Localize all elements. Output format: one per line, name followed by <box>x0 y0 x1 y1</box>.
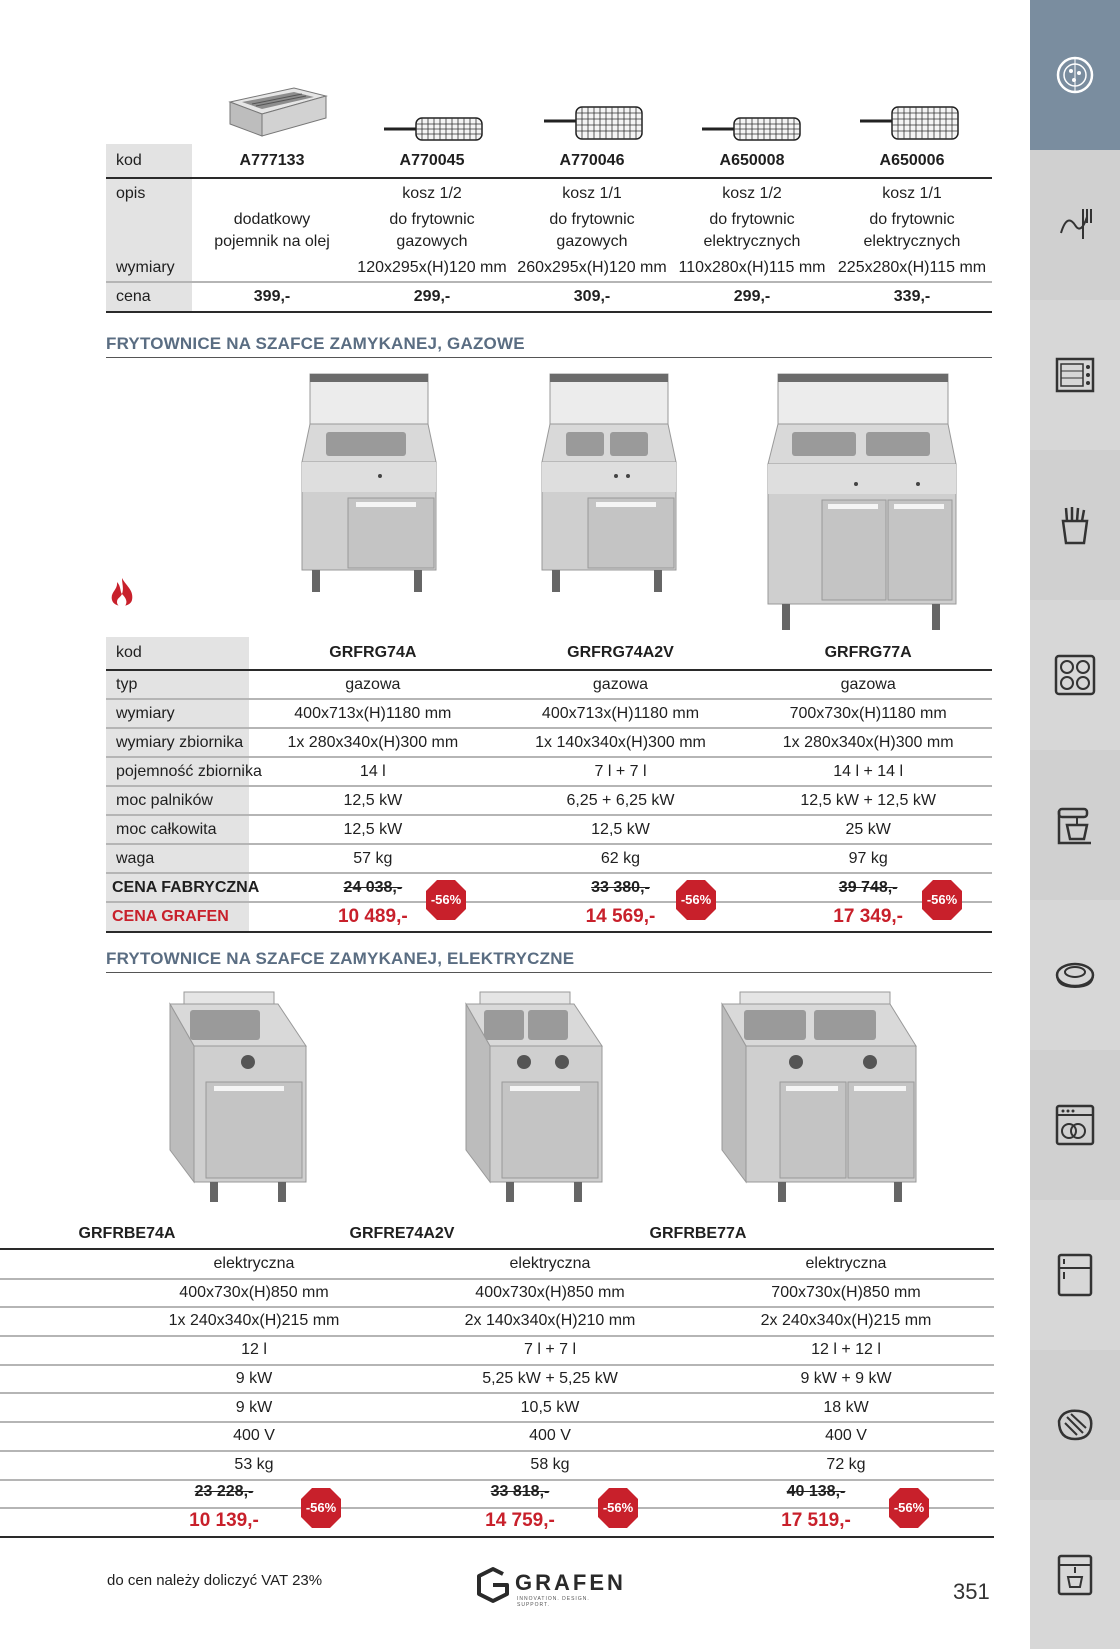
discount-badge <box>888 1487 930 1529</box>
cell <box>192 254 352 282</box>
table-row <box>0 1507 994 1538</box>
discount-badge <box>597 1487 639 1529</box>
category-sidebar <box>1030 0 1120 1649</box>
table-row <box>106 144 992 178</box>
cell: 7 l + 7 l <box>523 1341 577 1359</box>
electric-fryer-image <box>720 990 920 1205</box>
product-code: A770046 <box>512 144 672 178</box>
cell: 7 l + 7 l <box>497 757 745 786</box>
price: 299,- <box>733 288 771 305</box>
cell: 260x295x(H)120 mm <box>512 254 672 282</box>
table-row <box>0 1364 994 1395</box>
table-row <box>0 1249 994 1280</box>
section-title-electric: FRYTOWNICE NA SZAFCE ZAMYKANEJ, ELEKTRYCZNE <box>106 949 992 973</box>
factory-price: 33 380,- <box>591 878 650 896</box>
cell: 12,5 kW <box>249 815 497 844</box>
product-code: A777133 <box>192 144 352 178</box>
cell: 1x 240x340x(H)215 mm <box>168 1312 340 1330</box>
row-label: kod <box>106 637 249 670</box>
factory-price: 24 038,- <box>343 878 403 896</box>
table-row <box>106 208 992 254</box>
cell: gazowa <box>744 670 992 699</box>
table-row <box>106 254 992 282</box>
discount-text: -56% <box>926 892 958 907</box>
cell: 5,25 kW + 5,25 kW <box>482 1369 618 1387</box>
cell: 700x730x(H)1180 mm <box>744 699 992 728</box>
table-row <box>106 670 992 699</box>
cell: 12 l + 12 l <box>811 1341 881 1359</box>
cell: 400x730x(H)850 mm <box>475 1283 625 1301</box>
product-code: GRFRG74A2V <box>497 637 745 670</box>
cell: 225x280x(H)115 mm <box>832 254 992 282</box>
logo-tagline: INNOVATION. DESIGN. SUPPORT. <box>517 1596 590 1608</box>
factory-price: 39 748,- <box>838 878 898 896</box>
electric-fryer-image <box>462 990 612 1205</box>
page-number: 351 <box>953 1579 990 1604</box>
product-code: GRFRBE74A <box>0 1219 254 1249</box>
product-code: GRFRG77A <box>744 637 992 670</box>
tab-oven[interactable] <box>1030 300 1120 450</box>
cell: 14 l <box>249 757 497 786</box>
gas-fryers-table <box>106 637 992 933</box>
cell-line: do frytownic <box>389 211 475 228</box>
table-row <box>106 757 992 786</box>
grafen-logo-icon <box>473 1566 513 1604</box>
product-code: A650006 <box>832 144 992 178</box>
cell-line: do frytownic <box>549 211 635 228</box>
grafen-logo <box>473 1566 626 1608</box>
cell: 12,5 kW <box>249 786 497 815</box>
fryer-basket-image <box>382 115 486 143</box>
fryer-basket-image <box>700 115 804 143</box>
table-row <box>0 1278 994 1309</box>
cell: 12 l <box>241 1341 267 1359</box>
table-row <box>106 637 992 670</box>
table-row <box>106 282 992 312</box>
steak-icon <box>1053 953 1097 997</box>
discount-text: -56% <box>680 892 712 907</box>
electric-fryers-table <box>0 1219 994 1250</box>
row-label: wymiary zbiornika <box>106 728 249 757</box>
grafen-price: 10 489,- <box>337 905 408 927</box>
product-code: GRFRG74A <box>249 637 497 670</box>
row-label: pojemność zbiornika <box>106 757 249 786</box>
cell: 700x730x(H)850 mm <box>771 1283 921 1301</box>
factory-price: 33 818,- <box>490 1482 550 1500</box>
gas-fryer-image <box>296 372 446 612</box>
fryer-basket-image <box>858 104 962 142</box>
cell: 25 kW <box>744 815 992 844</box>
cooktop-icon <box>1053 653 1097 697</box>
grafen-price: 14 759,- <box>485 1510 555 1532</box>
row-label: CENA GRAFEN <box>106 902 249 932</box>
cell-line: gazowych <box>556 233 628 250</box>
grafen-price: 17 519,- <box>781 1510 851 1532</box>
cell: 120x295x(H)120 mm <box>352 254 512 282</box>
row-label: moc palników <box>106 786 249 815</box>
cell-line: elektrycznych <box>863 233 961 250</box>
cell: 2x 240x340x(H)215 mm <box>760 1312 932 1330</box>
cell-line: elektrycznych <box>703 233 801 250</box>
cell <box>832 208 992 254</box>
cell: 110x280x(H)115 mm <box>672 254 832 282</box>
tab-steak[interactable] <box>1030 900 1120 1050</box>
cell: kosz 1/2 <box>402 184 462 202</box>
discount-text: -56% <box>430 892 462 907</box>
factory-price: 40 138,- <box>786 1482 846 1500</box>
cell-line: pojemnik na olej <box>214 233 330 250</box>
tab-coffee-machine[interactable] <box>1030 1500 1120 1649</box>
cell: elektryczna <box>509 1255 591 1272</box>
cell: 12,5 kW + 12,5 kW <box>744 786 992 815</box>
electric-fryer-image <box>166 990 316 1205</box>
table-row <box>106 699 992 728</box>
row-label: wymiary <box>106 254 192 282</box>
table-row <box>0 1306 994 1337</box>
table-row <box>106 815 992 844</box>
discount-badge <box>921 879 963 921</box>
cell: 400x713x(H)1180 mm <box>249 699 497 728</box>
table-row <box>106 844 992 873</box>
cell <box>672 208 832 254</box>
row-label: cena <box>106 282 192 312</box>
cell: 1x 280x340x(H)300 mm <box>744 728 992 757</box>
cell: 18 kW <box>823 1398 869 1416</box>
accessories-table <box>106 144 992 313</box>
oil-container-image <box>222 80 330 142</box>
row-label: opis <box>106 178 192 208</box>
tab-pasta[interactable] <box>1030 150 1120 300</box>
cell: 58 kg <box>530 1455 570 1473</box>
table-row <box>0 1219 994 1249</box>
price: 339,- <box>893 288 931 305</box>
cell-line: do frytownic <box>709 211 795 228</box>
oven-icon <box>1053 353 1097 397</box>
fryer-basket-image <box>542 104 646 142</box>
product-code: GRFRE74A2V <box>254 1219 550 1249</box>
cell: 14 l + 14 l <box>744 757 992 786</box>
cell: 9 kW <box>235 1369 273 1387</box>
cell: 9 kW + 9 kW <box>800 1369 892 1387</box>
grafen-price: 14 569,- <box>585 905 656 927</box>
row-label: wymiary <box>106 699 249 728</box>
cell: 62 kg <box>497 844 745 873</box>
row-label: typ <box>106 670 249 699</box>
cell: 10,5 kW <box>520 1398 580 1416</box>
discount-badge <box>300 1487 342 1529</box>
product-code: GRFRBE77A <box>550 1219 846 1249</box>
table-row <box>106 728 992 757</box>
cell <box>192 208 352 254</box>
cell: kosz 1/1 <box>562 184 622 202</box>
cell: 53 kg <box>234 1455 274 1473</box>
fries-icon <box>1053 503 1097 547</box>
pasta-icon <box>1053 203 1097 247</box>
cell <box>512 208 672 254</box>
section-title-gas: FRYTOWNICE NA SZAFCE ZAMYKANEJ, GAZOWE <box>106 334 992 358</box>
table-row <box>106 178 992 208</box>
cell: 12,5 kW <box>497 815 745 844</box>
cell: gazowa <box>249 670 497 699</box>
tab-mixer[interactable] <box>1030 750 1120 900</box>
product-code: A650008 <box>672 144 832 178</box>
tab-cooktop[interactable] <box>1030 600 1120 750</box>
discount-badge <box>675 879 717 921</box>
table-row <box>0 1393 994 1424</box>
cell-line: do frytownic <box>869 211 955 228</box>
row-label: kod <box>106 144 192 178</box>
table-row <box>106 873 992 902</box>
coffee-machine-icon <box>1053 1553 1097 1597</box>
cell-line: gazowych <box>396 233 468 250</box>
price: 399,- <box>253 288 291 305</box>
grafen-price: 10 139,- <box>189 1510 259 1532</box>
product-code: A770045 <box>352 144 512 178</box>
vat-note: do cen należy doliczyć VAT 23% <box>107 1572 323 1589</box>
row-label <box>106 208 192 254</box>
dishwasher-icon <box>1053 1103 1097 1147</box>
cell-line: dodatkowy <box>233 211 311 228</box>
cell: 400 V <box>529 1427 571 1445</box>
discount-text: -56% <box>305 1500 337 1515</box>
grill-meat-icon <box>1053 1403 1097 1447</box>
price: 299,- <box>413 288 451 305</box>
table-row <box>106 786 992 815</box>
table-row <box>106 902 992 932</box>
cell <box>192 178 352 208</box>
cell: kosz 1/1 <box>882 184 942 202</box>
cell: 9 kW <box>235 1398 273 1416</box>
cell: 400x713x(H)1180 mm <box>497 699 745 728</box>
tab-dishwasher[interactable] <box>1030 1050 1120 1200</box>
gas-fryer-image <box>536 372 686 612</box>
cell: elektryczna <box>805 1255 887 1272</box>
table-row <box>0 1335 994 1366</box>
gas-fryer-image <box>762 372 962 642</box>
mixer-icon <box>1053 803 1097 847</box>
grafen-price: 17 349,- <box>833 905 904 927</box>
discount-text: -56% <box>893 1500 925 1515</box>
table-row <box>0 1450 994 1481</box>
cell <box>352 208 512 254</box>
discount-text: -56% <box>602 1500 634 1515</box>
fridge-icon <box>1053 1253 1097 1297</box>
cell: 1x 280x340x(H)300 mm <box>249 728 497 757</box>
tab-fries[interactable] <box>1030 450 1120 600</box>
cell: 400 V <box>825 1427 867 1445</box>
tab-pizza[interactable] <box>1030 0 1120 150</box>
tab-fridge[interactable] <box>1030 1200 1120 1350</box>
tab-grill-meat[interactable] <box>1030 1350 1120 1500</box>
cell: kosz 1/2 <box>722 184 782 202</box>
row-label: moc całkowita <box>106 815 249 844</box>
cell: 400 V <box>233 1427 275 1445</box>
flame-icon <box>108 576 136 610</box>
cell: elektryczna <box>213 1255 295 1272</box>
price: 309,- <box>573 288 611 305</box>
row-label: waga <box>106 844 249 873</box>
cell: 1x 140x340x(H)300 mm <box>497 728 745 757</box>
cell: 97 kg <box>744 844 992 873</box>
cell: 6,25 + 6,25 kW <box>497 786 745 815</box>
table-row <box>0 1421 994 1452</box>
cell: 400x730x(H)850 mm <box>179 1283 329 1301</box>
row-label: CENA FABRYCZNA <box>106 873 249 902</box>
cell: 57 kg <box>249 844 497 873</box>
table-row <box>0 1479 994 1510</box>
cell: 72 kg <box>826 1455 866 1473</box>
discount-badge <box>425 879 467 921</box>
cell: 2x 140x340x(H)210 mm <box>464 1312 636 1330</box>
cell: gazowa <box>497 670 745 699</box>
factory-price: 23 228,- <box>194 1482 254 1500</box>
pizza-icon <box>1053 53 1097 97</box>
logo-text: GRAFEN <box>515 1570 626 1595</box>
